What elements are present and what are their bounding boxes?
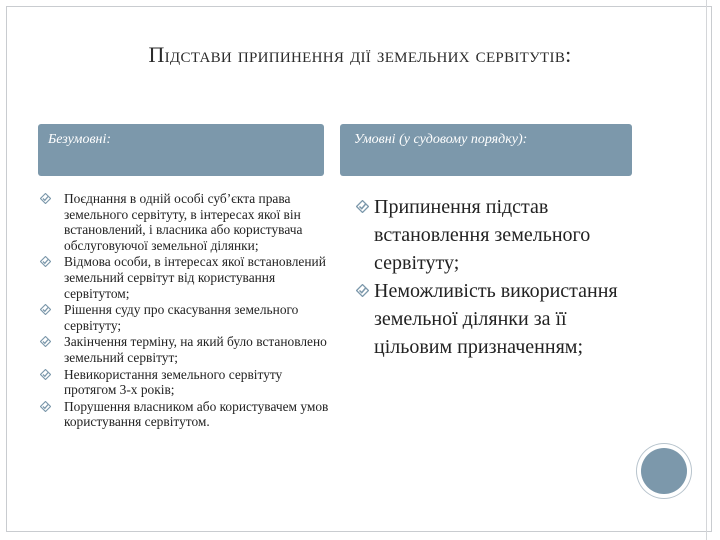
diamond-checkmark-icon <box>356 200 369 213</box>
diamond-checkmark-icon <box>40 256 51 267</box>
diamond-checkmark-icon <box>40 336 51 347</box>
list-item-text: Поєднання в одній особі суб’єкта права земельного сервітуту, в інтересах якої він встановлений, і власника або користувача обслуговуючої земельної ділянки; <box>64 191 303 253</box>
diamond-checkmark-icon <box>356 284 369 297</box>
left-list <box>40 191 330 431</box>
list-item <box>40 254 330 301</box>
list-item-text: Порушення власником або користувачем умов користування сервітутом. <box>64 398 329 430</box>
list-item <box>40 367 330 398</box>
list-item <box>356 277 646 361</box>
diamond-checkmark-icon <box>40 401 51 412</box>
list-item <box>40 191 330 253</box>
right-column-header: Умовні (у судовому порядку): <box>340 124 632 176</box>
slide-title: Підстави припинення дії земельних сервітутів: <box>148 42 572 67</box>
list-item <box>356 193 646 277</box>
list-item <box>40 399 330 430</box>
diamond-checkmark-icon <box>40 304 51 315</box>
decorative-circle <box>641 448 687 494</box>
list-item-text: Невикористання земельного сервітуту протягом 3-х років; <box>64 366 283 398</box>
diamond-checkmark-icon <box>40 369 51 380</box>
list-item-text: Неможливість використання земельної ділянки за її цільовим призначенням; <box>374 280 618 358</box>
list-item-text: Рішення суду про скасування земельного сервітуту; <box>64 302 299 333</box>
list-item-text: Відмова особи, в інтересах якої встановлений земельний сервітут від користування сервітутом; <box>64 254 326 301</box>
left-column-header: Безумовні: <box>38 124 324 176</box>
list-item-text: Припинення підстав встановлення земельного сервітуту; <box>374 196 591 274</box>
slide-border-right <box>706 0 714 540</box>
list-item <box>40 302 330 333</box>
list-item-text: Закінчення терміну, на який було встановлено земельний сервітут; <box>64 334 327 365</box>
list-item <box>40 334 330 365</box>
diamond-checkmark-icon <box>40 193 51 204</box>
right-list <box>356 193 646 361</box>
